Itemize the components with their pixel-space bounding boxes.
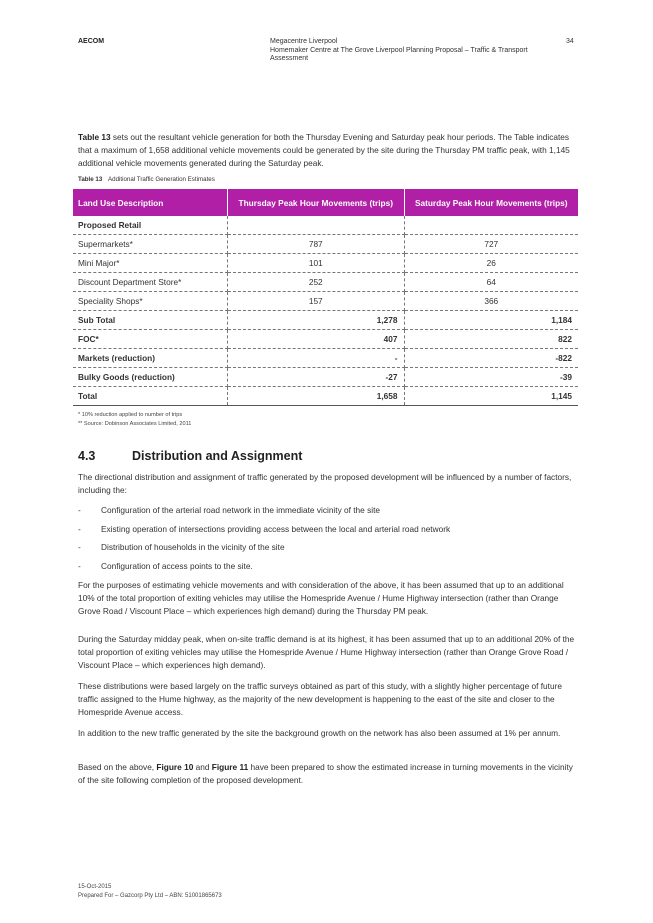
factor-list xyxy=(78,505,578,579)
row-label: Markets (reduction) xyxy=(73,349,228,368)
header-page-number: 34 xyxy=(566,38,574,45)
list-item-text: Existing operation of intersections providing access between the local and arterial road network xyxy=(101,523,451,534)
table-row xyxy=(73,368,578,387)
footer-prepared-for: Prepared For – Gazcorp Pty Ltd – ABN: 51001865673 xyxy=(78,892,222,899)
p6-pre: Based on the above, xyxy=(78,762,157,772)
table-row xyxy=(73,349,578,368)
bullet-marker: - xyxy=(78,542,81,552)
bullet-marker: - xyxy=(78,560,81,571)
saturday-cell: 1,184 xyxy=(404,311,578,330)
body-paragraph-4: These distributions were based largely on the traffic surveys obtained as part of this study, with a slightly higher percentage of future traffic assigned to the Hume highway, as the majority of the new development is happening to the east of the site and closer to the Homespride Avenue access. xyxy=(78,681,562,717)
table-row xyxy=(73,387,578,406)
row-label: Sub Total xyxy=(73,311,228,330)
table-row xyxy=(73,273,578,292)
list-item xyxy=(78,505,578,524)
list-item xyxy=(78,561,578,580)
table-row xyxy=(73,216,578,235)
thursday-cell: - xyxy=(228,349,405,368)
table-header-row xyxy=(73,189,578,216)
header-title xyxy=(270,38,532,64)
footer-date: 15-Oct-2015 xyxy=(78,884,112,890)
footnote-2: ** Source: Dobinson Associates Limited, 2011 xyxy=(78,421,192,427)
p6-post: have been prepared to show the estimated increase in turning movements in the vicinity of the site following completion of the proposed development. xyxy=(78,762,573,785)
body-paragraph-6 xyxy=(78,761,578,787)
saturday-cell: 366 xyxy=(404,292,578,311)
saturday-cell xyxy=(404,216,578,235)
table-row xyxy=(73,235,578,254)
thursday-cell: 1,278 xyxy=(228,311,405,330)
table-caption-number: Table 13 xyxy=(78,176,103,183)
body-paragraph-2: For the purposes of estimating vehicle movements and with consideration of the above, it has been assumed that up to an additional 10% of the total proportion of exiting vehicles may utilise the Homespride Avenue / Hume Highway intersection (rather than Orange Grove Road / Viscount Place – which experiences high demand) during the Thursday PM peak. xyxy=(78,580,564,616)
thursday-cell: -27 xyxy=(228,368,405,387)
body-paragraph-1: The directional distribution and assignment of traffic generated by the proposed development will be influenced by a number of factors, including the: xyxy=(78,472,572,495)
figure-11-ref: Figure 11 xyxy=(211,762,249,772)
traffic-generation-table xyxy=(73,189,578,406)
list-item-text: Configuration of access points to the site. xyxy=(101,560,253,571)
row-label: FOC* xyxy=(73,330,228,349)
body-paragraph-5: In addition to the new traffic generated by the site the background growth on the network has also been assumed at 1% per annum. xyxy=(78,728,561,738)
row-label: Supermarkets* xyxy=(73,235,228,254)
table-footnotes xyxy=(78,411,191,429)
table-caption-title: Additional Traffic Generation Estimates xyxy=(108,176,215,183)
thursday-cell: 407 xyxy=(228,330,405,349)
list-item-text: Distribution of households in the vicinity of the site xyxy=(101,542,285,552)
thursday-cell: 101 xyxy=(228,254,405,273)
list-item-text: Configuration of the arterial road network in the immediate vicinity of the site xyxy=(101,505,381,515)
header-title-line2: Homemaker Centre at The Grove Liverpool Planning Proposal – Traffic & Transport Assessment xyxy=(270,46,528,62)
table-row xyxy=(73,292,578,311)
row-label: Discount Department Store* xyxy=(73,273,228,292)
col-header-land-use: Land Use Description xyxy=(73,189,228,216)
intro-paragraph xyxy=(78,131,578,170)
row-label: Mini Major* xyxy=(73,254,228,273)
thursday-cell: 157 xyxy=(228,292,405,311)
row-label: Speciality Shops* xyxy=(73,292,228,311)
section-number: 4.3 xyxy=(78,449,96,463)
row-label: Bulky Goods (reduction) xyxy=(73,368,228,387)
bullet-marker: - xyxy=(78,523,81,534)
saturday-cell: 26 xyxy=(404,254,578,273)
saturday-cell: -822 xyxy=(404,349,578,368)
section-title: Distribution and Assignment xyxy=(132,449,303,463)
saturday-cell: -39 xyxy=(404,368,578,387)
thursday-cell: 1,658 xyxy=(228,387,405,406)
table-row xyxy=(73,311,578,330)
table-row xyxy=(73,330,578,349)
header-company: AECOM xyxy=(78,38,105,45)
saturday-cell: 64 xyxy=(404,273,578,292)
intro-text: sets out the resultant vehicle generation for both the Thursday Evening and Saturday peak hour periods. The Table indicates that a maximum of 1,658 additional vehicle movements could be generated by the site during the Thursday PM traffic peak, with 1,145 additional vehicle movements generated during the Saturday peak. xyxy=(78,132,570,168)
col-header-saturday: Saturday Peak Hour Movements (trips) xyxy=(404,189,578,216)
list-item xyxy=(78,524,578,543)
thursday-cell: 787 xyxy=(228,235,405,254)
saturday-cell: 727 xyxy=(404,235,578,254)
table-caption xyxy=(78,176,215,183)
thursday-cell: 252 xyxy=(228,273,405,292)
intro-table-ref: Table 13 xyxy=(78,132,111,142)
footnote-1: * 10% reduction applied to number of trips xyxy=(78,412,183,418)
section-heading xyxy=(78,449,302,463)
thursday-cell xyxy=(228,216,405,235)
figure-10-ref: Figure 10 xyxy=(156,762,194,772)
bullet-marker: - xyxy=(78,505,81,515)
body-paragraph-3: During the Saturday midday peak, when on-site traffic demand is at its highest, it has been assumed that up to an additional 20% of the total proportion of exiting vehicles may utilise the Homespride Avenue / Hume Highway intersection (rather than Orange Grove Road / Viscount Place – which experiences high demand). xyxy=(78,634,575,670)
p6-mid: and xyxy=(193,762,212,772)
row-label: Proposed Retail xyxy=(73,216,228,235)
table-row xyxy=(73,254,578,273)
saturday-cell: 1,145 xyxy=(404,387,578,406)
list-item xyxy=(78,542,578,561)
saturday-cell: 822 xyxy=(404,330,578,349)
header-title-line1: Megacentre Liverpool xyxy=(270,38,338,45)
row-label: Total xyxy=(73,387,228,406)
col-header-thursday: Thursday Peak Hour Movements (trips) xyxy=(228,189,405,216)
page-footer xyxy=(78,883,222,900)
